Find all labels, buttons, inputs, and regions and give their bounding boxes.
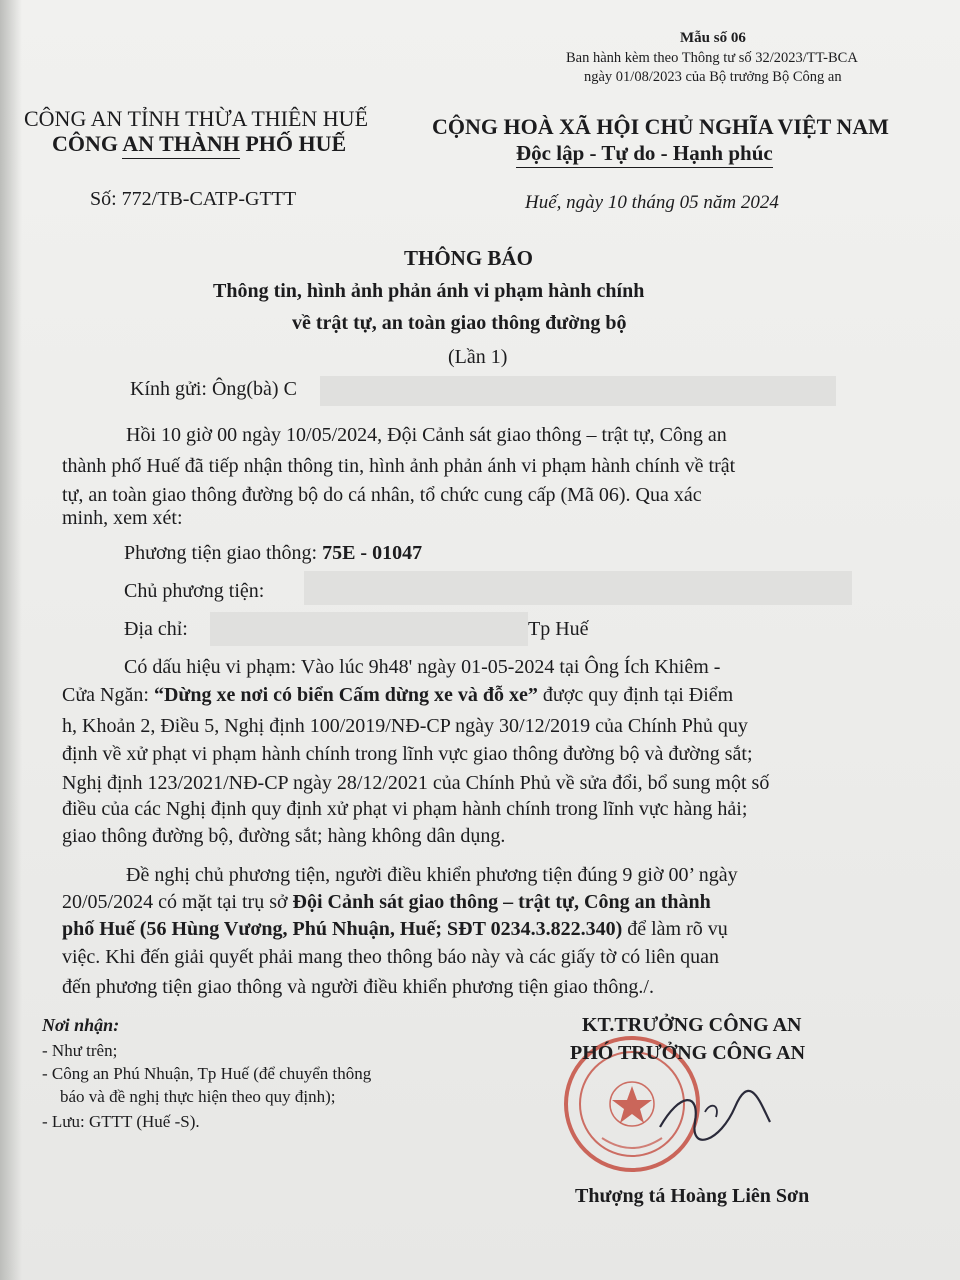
violation-line: điều của các Nghị định quy định xử phạt vi phạm hành chính trong lĩnh vực hàng hải; [62,798,748,820]
document-subtitle-2: về trật tự, an toàn giao thông đường bộ [292,312,627,334]
request-date: 20/05/2024 có mặt tại trụ sở [62,891,293,913]
intro-line: thành phố Huế đã tiếp nhận thông tin, hình ảnh phản ánh vi phạm hành chính về trật [62,455,736,477]
intro-line: tự, an toàn giao thông đường bộ do cá nhân, tổ chức cung cấp (Mã 06). Qua xác [62,484,702,506]
recipient-item: - Như trên; [42,1041,118,1060]
request-purpose: để làm rõ vụ [622,918,728,940]
violation-ref-start: được quy định tại Điểm [537,684,734,706]
redacted-owner [304,571,852,605]
vehicle-address-tail: Tp Huế [528,618,589,640]
vehicle-plate-label: Phương tiện giao thông: [124,542,323,564]
violation-location-tail: Cửa Ngăn: [62,684,154,706]
recipient-item: - Lưu: GTTT (Huế -S). [42,1112,200,1131]
vehicle-plate [124,542,422,565]
intro-line: Hồi 10 giờ 00 ngày 10/05/2024, Đội Cảnh sát giao thông – trật tự, Công an [126,424,727,446]
signature-title-2: PHÓ TRƯỞNG CÔNG AN [570,1042,806,1064]
request-line: Đề nghị chủ phương tiện, người điều khiển phương tiện đúng 9 giờ 00’ ngày [126,864,738,886]
org-main-part-b: AN THÀNH [122,131,240,156]
document-title: THÔNG BÁO [404,246,533,270]
form-number: Mẫu số 06 [680,30,746,46]
violation-line: định về xử phạt vi phạm hành chính trong lĩnh vực giao thông đường bộ và đường sắt; [62,743,753,765]
request-office: Đội Cảnh sát giao thông – trật tự, Công an thành [292,891,711,913]
signer-name: Thượng tá Hoàng Liên Sơn [575,1185,810,1207]
place-date: Huế, ngày 10 tháng 05 năm 2024 [525,192,779,213]
request-line [62,918,728,941]
request-address: phố Huế (56 Hùng Vương, Phú Nhuận, Huế; SĐT 0234.3.822.340) [62,918,623,940]
nation-motto: Độc lập - Tự do - Hạnh phúc [516,141,773,168]
owner-label-text: Chủ phương tiện: [124,580,265,602]
violation-line [62,684,733,707]
vehicle-plate-value: 75E - 01047 [322,542,423,564]
recipients-title: Nơi nhận: [42,1015,120,1035]
document-number: Số: 772/TB-CATP-GTTT [90,188,297,210]
org-main-part-a: CÔNG [52,131,123,156]
org-main-part-c: PHỐ HUẾ [239,131,347,156]
violation-line: h, Khoản 2, Điều 5, Nghị định 100/2019/NĐ-CP ngày 30/12/2019 của Chính Phủ quy [62,715,748,737]
greeting: Kính gửi: Ông(bà) C [130,378,297,400]
vehicle-address-label: Địa chỉ: [124,618,188,640]
request-line: việc. Khi đến giải quyết phải mang theo thông báo này và các giấy tờ có liên quan [62,946,720,968]
request-line: đến phương tiện giao thông và người điều khiển phương tiện giao thông./. [62,976,654,998]
nation-title: CỘNG HOÀ XÃ HỘI CHỦ NGHĨA VIỆT NAM [432,114,889,139]
violation-line: Nghị định 123/2021/NĐ-CP ngày 28/12/2021 của Chính Phủ về sửa đổi, bổ sung một số [62,772,770,794]
redacted-recipient-name [320,376,836,406]
document-subtitle-1: Thông tin, hình ảnh phản ánh vi phạm hành chính [213,280,645,302]
redacted-address [210,612,528,646]
recipient-item: - Công an Phú Nhuận, Tp Huế (để chuyển thông [42,1064,372,1083]
intro-line: minh, xem xét: [62,507,183,529]
violation-line: giao thông đường bộ, đường sắt; hàng không dân dụng. [62,825,506,847]
recipient-item: báo và đề nghị thực hiện theo quy định); [60,1087,336,1106]
form-issued-line2: ngày 01/08/2023 của Bộ trưởng Bộ Công an [584,69,842,85]
org-main [52,131,346,157]
violation-offense: “Dừng xe nơi có biển Cấm dừng xe và đỗ xe” [153,684,538,706]
org-parent: CÔNG AN TỈNH THỪA THIÊN HUẾ [24,106,369,131]
signature-title-1: KT.TRƯỞNG CÔNG AN [582,1014,802,1036]
violation-line: Có dấu hiệu vi phạm: Vào lúc 9h48' ngày 01-05-2024 tại Ông Ích Khiêm - [124,656,721,678]
page-shadow [0,0,22,1280]
handwritten-signature [650,1082,780,1152]
form-issued-line1: Ban hành kèm theo Thông tư số 32/2023/TT-BCA [566,50,858,66]
vehicle-owner-label [124,580,264,603]
request-line [62,891,711,914]
document-round: (Lần 1) [448,346,508,368]
